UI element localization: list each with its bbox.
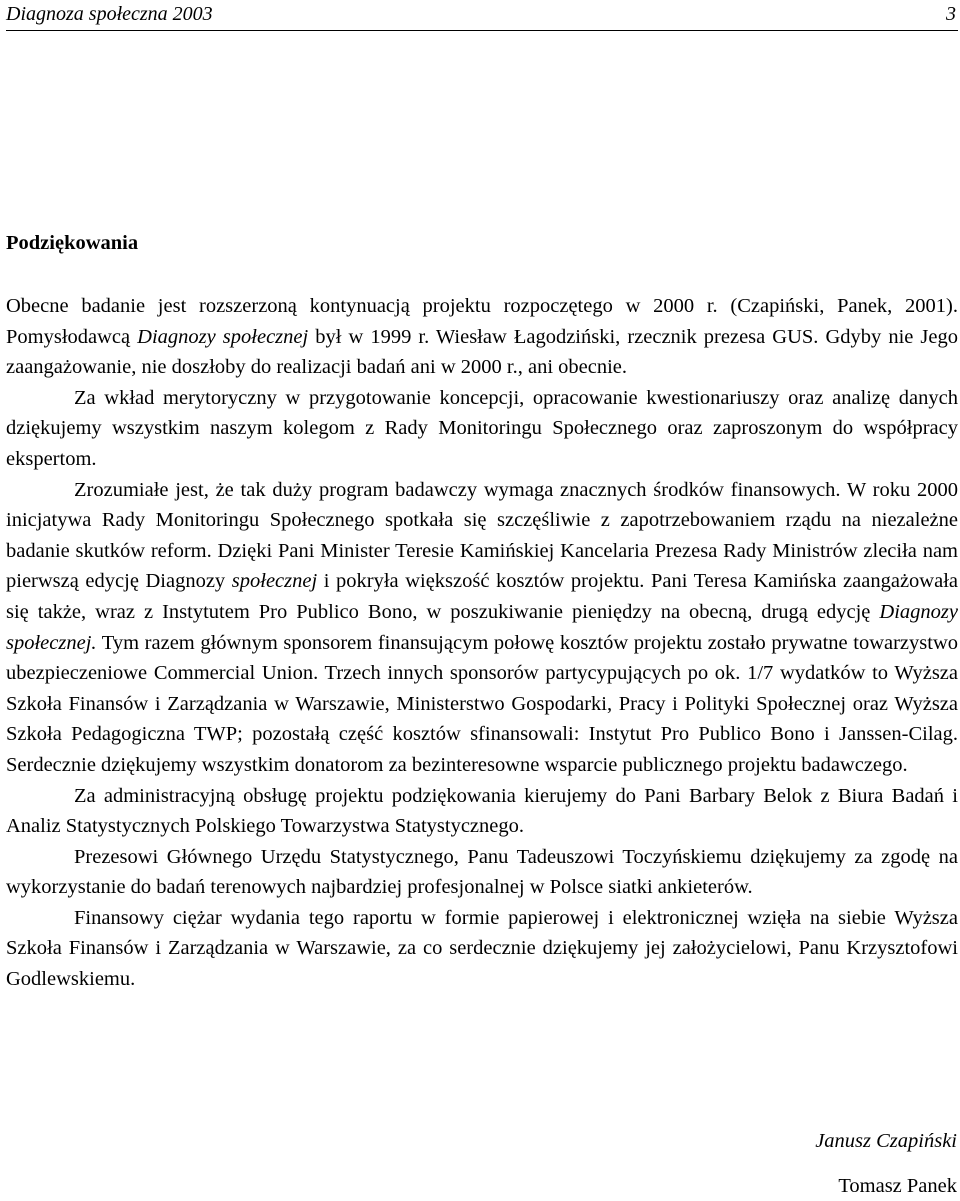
paragraph-intro — [6, 291, 958, 383]
paragraph-text: Tym razem głównym sponsorem finansującym połowę kosztów projektu zostało prywatne towarzystwo ubezpieczeniowe Commercial Union. Trzech innych sponsorów partycypujących po ok. 1/7 wydatków to Wyższa Szkoła Finansów i Zarządzania w Warszawie, Ministerstwo Gospodarki, Pracy i Polityki Społecznej oraz Wyższa Szkoła Pedagogiczna TWP; pozostałą część kosztów sfinansowali: Instytut Pro Publico Bono i Janssen-Cilag. Serdecznie dziękujemy wszystkim donatorom za bezinteresowne wsparcie publicznego projektu badawczego. — [6, 631, 958, 776]
paragraph-administration: Za administracyjną obsługę projektu podziękowania kierujemy do Pani Barbary Belok z Biura Badań i Analiz Statystycznych Polskiego Towarzystwa Statystycznego. — [6, 784, 958, 838]
signature-first: Janusz Czapiński — [815, 1130, 957, 1152]
document-body — [6, 291, 958, 995]
running-header — [6, 2, 958, 31]
italic-title: społecznej — [231, 570, 318, 593]
header-title: Diagnoza społeczna 2003 — [6, 3, 213, 25]
paragraph-text: i pokryła większość kosztów projektu. Pani Teresa Kamińska zaangażowała się także, wraz z Instytutem Pro Publico Bono, w poszukiwanie pieniędzy na obecną, drugą edycję — [6, 570, 958, 623]
paragraph-text: Obecne badanie jest rozszerzoną kontynuacją projektu rozpoczętego w 2000 r. (Czapiński, Panek, 2001). Pomysłodawcą — [6, 295, 958, 348]
page-number: 3 — [946, 3, 956, 25]
paragraph-gus: Prezesowi Głównego Urzędu Statystycznego, Panu Tadeuszowi Toczyńskiemu dziękujemy za zgodę na wykorzystanie do badań terenowych najbardziej profesjonalnej w Polsce siatki ankieterów. — [6, 845, 958, 899]
signature-second: Tomasz Panek — [838, 1175, 957, 1197]
paragraph-contributors: Za wkład merytoryczny w przygotowanie koncepcji, opracowanie kwestionariuszy oraz analizę danych dziękujemy wszystkim naszym kolegom z Rady Monitoringu Społecznego oraz zaproszonym do współpracy ekspertom. — [6, 386, 958, 470]
italic-title: Diagnozy społecznej. — [6, 600, 958, 654]
paragraph-text: Zrozumiałe jest, że tak duży program badawczy wymaga znacznych środków finansowych. W roku 2000 inicjatywa Rady Monitoringu Społecznego spotkała się szczęśliwie z zapotrzebowaniem rządu na niezależne badanie skutków reform. Dzięki Pani Minister Teresie Kamińskiej Kancelaria Prezesa Rady Ministrów zleciła nam pierwszą edycję Diagnozy — [6, 478, 958, 593]
paragraph-publication: Finansowy ciężar wydania tego raportu w formie papierowej i elektronicznej wzięła na siebie Wyższa Szkoła Finansów i Zarządzania w Warszawie, za co serdecznie dziękujemy jej założycielowi, Panu Krzysztofowi Godlewskiemu. — [6, 906, 958, 991]
italic-title: Diagnozy społecznej — [137, 325, 309, 348]
paragraph-funding — [6, 475, 958, 781]
paragraph-text: był w 1999 r. Wiesław Łagodziński, rzecznik prezesa GUS. Gdyby nie Jego zaangażowanie, nie doszłoby do realizacji badań ani w 2000 r., ani obecnie. — [6, 325, 958, 379]
section-heading: Podziękowania — [6, 232, 139, 254]
